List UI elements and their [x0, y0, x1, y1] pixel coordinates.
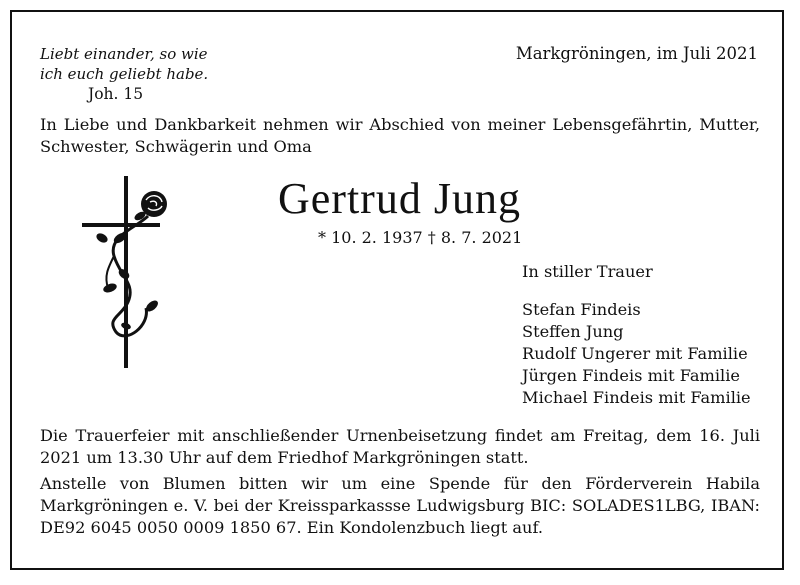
bible-quote	[40, 44, 208, 104]
mourning-label: In stiller Trauer	[522, 262, 653, 281]
quote-reference: Joh. 15	[88, 85, 144, 103]
mourner-item: Jürgen Findeis mit Familie	[522, 366, 740, 385]
service-text: Die Trauerfeier mit anschließender Urnenbeisetzung findet am Freitag, dem 16. Juli 2021 um 13.30 Uhr auf dem Friedhof Markgröningen statt.	[40, 426, 760, 467]
cross-with-rose-icon	[78, 176, 188, 380]
intro-text: In Liebe und Dankbarkeit nehmen wir Abschied von meiner Lebensgefährtin, Mutter, Schwester, Schwägerin und Oma	[40, 115, 760, 156]
place-date: Markgröningen, im Juli 2021	[515, 44, 758, 63]
donation-text: Anstelle von Blumen bitten wir um eine Spende für den Förderverein Habila Markgröningen e. V. bei der Kreissparkassse Ludwigsburg BIC: SOLADES1LBG, IBAN: DE92 6045 0050 0009 1850 67. Ein Kondolenzbuch liegt auf.	[40, 474, 760, 537]
mourner-item: Stefan Findeis	[522, 300, 641, 319]
mourner-item: Michael Findeis mit Familie	[522, 388, 751, 407]
mourner-item: Steffen Jung	[522, 322, 624, 341]
life-dates: * 10. 2. 1937 † 8. 7. 2021	[318, 228, 523, 247]
mourners-list	[522, 299, 751, 409]
deceased-name: Gertrud Jung	[278, 174, 521, 223]
quote-line-1: Liebt einander, so wie	[40, 45, 208, 63]
mourner-item: Rudolf Ungerer mit Familie	[522, 344, 748, 363]
quote-line-2: ich euch geliebt habe.	[40, 65, 209, 83]
